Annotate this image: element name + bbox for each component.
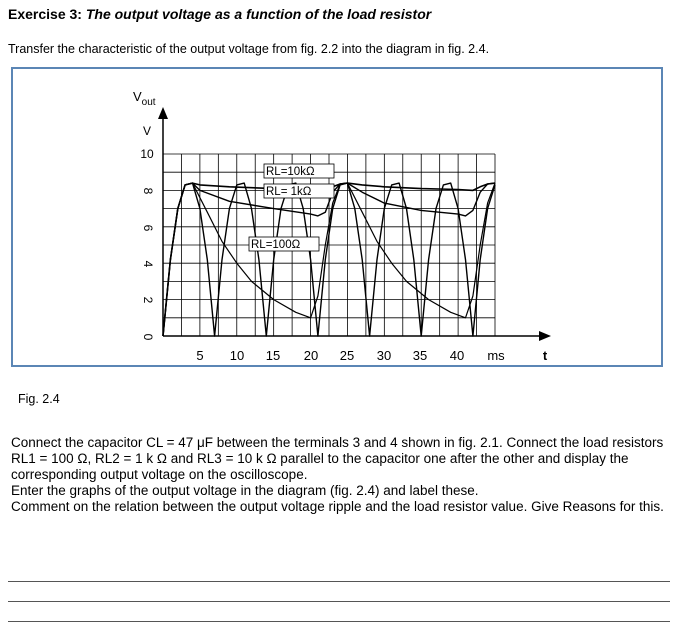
x-tick-label: 35 <box>412 348 428 363</box>
x-axis-label: t <box>542 348 548 363</box>
x-tick-label: 10 <box>229 348 245 363</box>
annotation-label: RL= 1kΩ <box>266 186 312 198</box>
y-tick-label: 4 <box>140 260 155 268</box>
y-tick-label: 10 <box>140 147 154 162</box>
y-unit-label: V <box>142 124 152 138</box>
y-tick-label: 2 <box>140 296 155 304</box>
y-axis-label: $V_{out}$ <box>133 89 156 108</box>
y-axis-arrow <box>158 107 168 119</box>
output-voltage-chart <box>11 67 663 367</box>
annotation-label: RL=10kΩ <box>266 166 315 178</box>
x-axis-arrow <box>539 331 551 341</box>
y-tick-label: 0 <box>140 333 155 341</box>
figure-caption: Fig. 2.4 <box>18 392 60 406</box>
exercise-number: Exercise 3: <box>8 6 82 22</box>
y-tick-label: 6 <box>140 224 155 232</box>
body-paragraph-3: Comment on the relation between the output voltage ripple and the load resistor value. Give Reasons for this. <box>11 499 664 514</box>
body-paragraph-2: Enter the graphs of the output voltage in the diagram (fig. 2.4) and label these. <box>11 483 479 498</box>
annotation-label: RL=100Ω <box>251 239 301 251</box>
x-tick-label: 15 <box>265 348 281 363</box>
x-tick-label: 25 <box>339 348 355 363</box>
exercise-body <box>11 435 671 515</box>
exercise-heading: The output voltage as a function of the load resistor <box>85 6 432 22</box>
answer-line[interactable] <box>8 601 670 602</box>
x-unit-label: ms <box>487 348 505 363</box>
answer-line[interactable] <box>8 581 670 582</box>
answer-line[interactable] <box>8 621 670 622</box>
x-tick-label: 5 <box>196 348 204 363</box>
exercise-title <box>8 6 431 22</box>
body-paragraph-1: Connect the capacitor CL = 47 μF between the terminals 3 and 4 shown in fig. 2.1. Connect the load resistors RL1 = 100 Ω, RL2 = 1 k Ω and RL3 = 10 k Ω parallel to the capacitor one after the other and display the corresponding output voltage on the oscilloscope. <box>11 435 664 482</box>
x-tick-label: 30 <box>376 348 392 363</box>
exercise-instruction: Transfer the characteristic of the output voltage from fig. 2.2 into the diagram in fig. 2.4. <box>8 42 490 56</box>
y-tick-label: 8 <box>140 187 155 195</box>
x-tick-label: 40 <box>449 348 465 363</box>
x-tick-label: 20 <box>303 348 319 363</box>
